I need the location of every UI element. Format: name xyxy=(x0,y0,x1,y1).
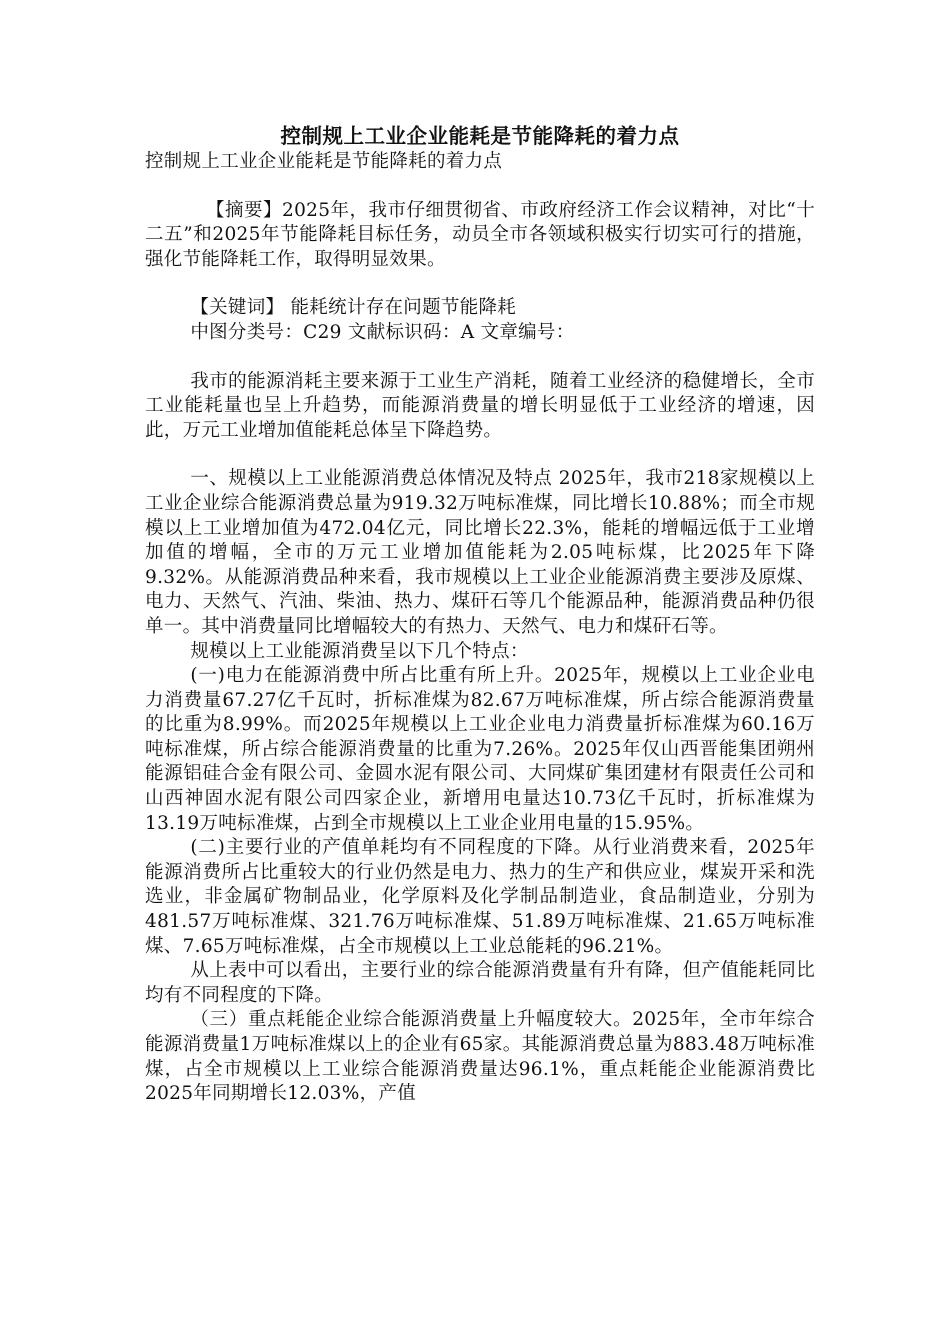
document-title: 控制规上工业企业能耗是节能降耗的着力点 xyxy=(280,124,680,148)
paragraph-item-3: （三）重点耗能企业综合能源消费量上升幅度较大。2025年，全市年综合能源消费量1万吨标准煤以上的企业有65家。其能源消费总量为883.48万吨标准煤，占全市规模以上工业综合能源消费量达96.1%，重点耗能企业能源消费比2025年同期增长12.03%，产值 xyxy=(145,1009,815,1105)
paragraph-intro: 我市的能源消耗主要来源于工业生产消耗，随着工业经济的稳健增长，全市工业能耗量也呈上升趋势，而能源消费量的增长明显低于工业经济的增速，因此，万元工业增加值能耗总体呈下降趋势。 xyxy=(145,370,815,441)
keywords: 【关键词】 能耗统计存在问题节能降耗 xyxy=(190,297,517,319)
paragraph-table-note: 从上表中可以看出，主要行业的综合能源消费量有升有降，但产值能耗同比均有不同程度的下降。 xyxy=(145,960,815,1006)
paragraph-item-2: (二)主要行业的产值单耗均有不同程度的下降。从行业消费来看，2025年能源消费所占比重较大的行业仍然是电力、热力的生产和供应业，煤炭开采和洗选业，非金属矿物制品业，化学原料及化学制品制造业，食品制造业，分别为481.57万吨标准煤、321.76万吨标准煤、51.89万吨标准煤、21.65万吨标准煤、7.65万吨标准煤，占全市规模以上工业总能耗的96.21%。 xyxy=(145,837,815,957)
classification: 中图分类号：C29 文献标识码：A 文章编号： xyxy=(190,321,575,343)
paragraph-section-1: 一、规模以上工业能源消费总体情况及特点 2025年，我市218家规模以上工业企业综合能源消费总量为919.32万吨标准煤，同比增长10.88%；而全市规模以上工业增加值为472.04亿元，同比增长22.3%，能耗的增幅远低于工业增加值的增幅，全市的万元工业增加值能耗为2.05吨标煤，比2025年下降9.32%。从能源消费品种来看，我市规模以上工业企业能源消费主要涉及原煤、电力、天然气、汽油、柴油、热力、煤矸石等几个能源品种，能源消费品种仍很单一。其中消费量同比增幅较大的有热力、天然气、电力和煤矸石等。 xyxy=(145,468,815,637)
paragraph-features-lead: 规模以上工业能源消费呈以下几个特点： xyxy=(190,640,529,662)
abstract: 【摘要】2025年，我市仔细贯彻省、市政府经济工作会议精神，对比“十二五”和2025年节能降耗目标任务，动员全市各领域积极实行切实可行的措施，强化节能降耗工作，取得明显效果。 xyxy=(145,199,815,270)
document-subtitle: 控制规上工业企业能耗是节能降耗的着力点 xyxy=(145,151,503,172)
paragraph-item-1: (一)电力在能源消费中所占比重有所上升。2025年，规模以上工业企业电力消费量67.27亿千瓦时，折标准煤为82.67万吨标准煤，所占综合能源消费量的比重为8.99%。而2025年规模以上工业企业电力消费量折标准煤为60.16万吨标准煤，所占综合能源消费量的比重为7.26%。2025年仅山西晋能集团朔州能源铝硅合金有限公司、金圆水泥有限公司、大同煤矿集团建材有限责任公司和山西神固水泥有限公司四家企业，新增用电量达10.73亿千瓦时，折标准煤为13.19万吨标准煤，占到全市规模以上工业企业用电量的15.95%。 xyxy=(145,665,815,834)
document-page xyxy=(145,122,815,1107)
